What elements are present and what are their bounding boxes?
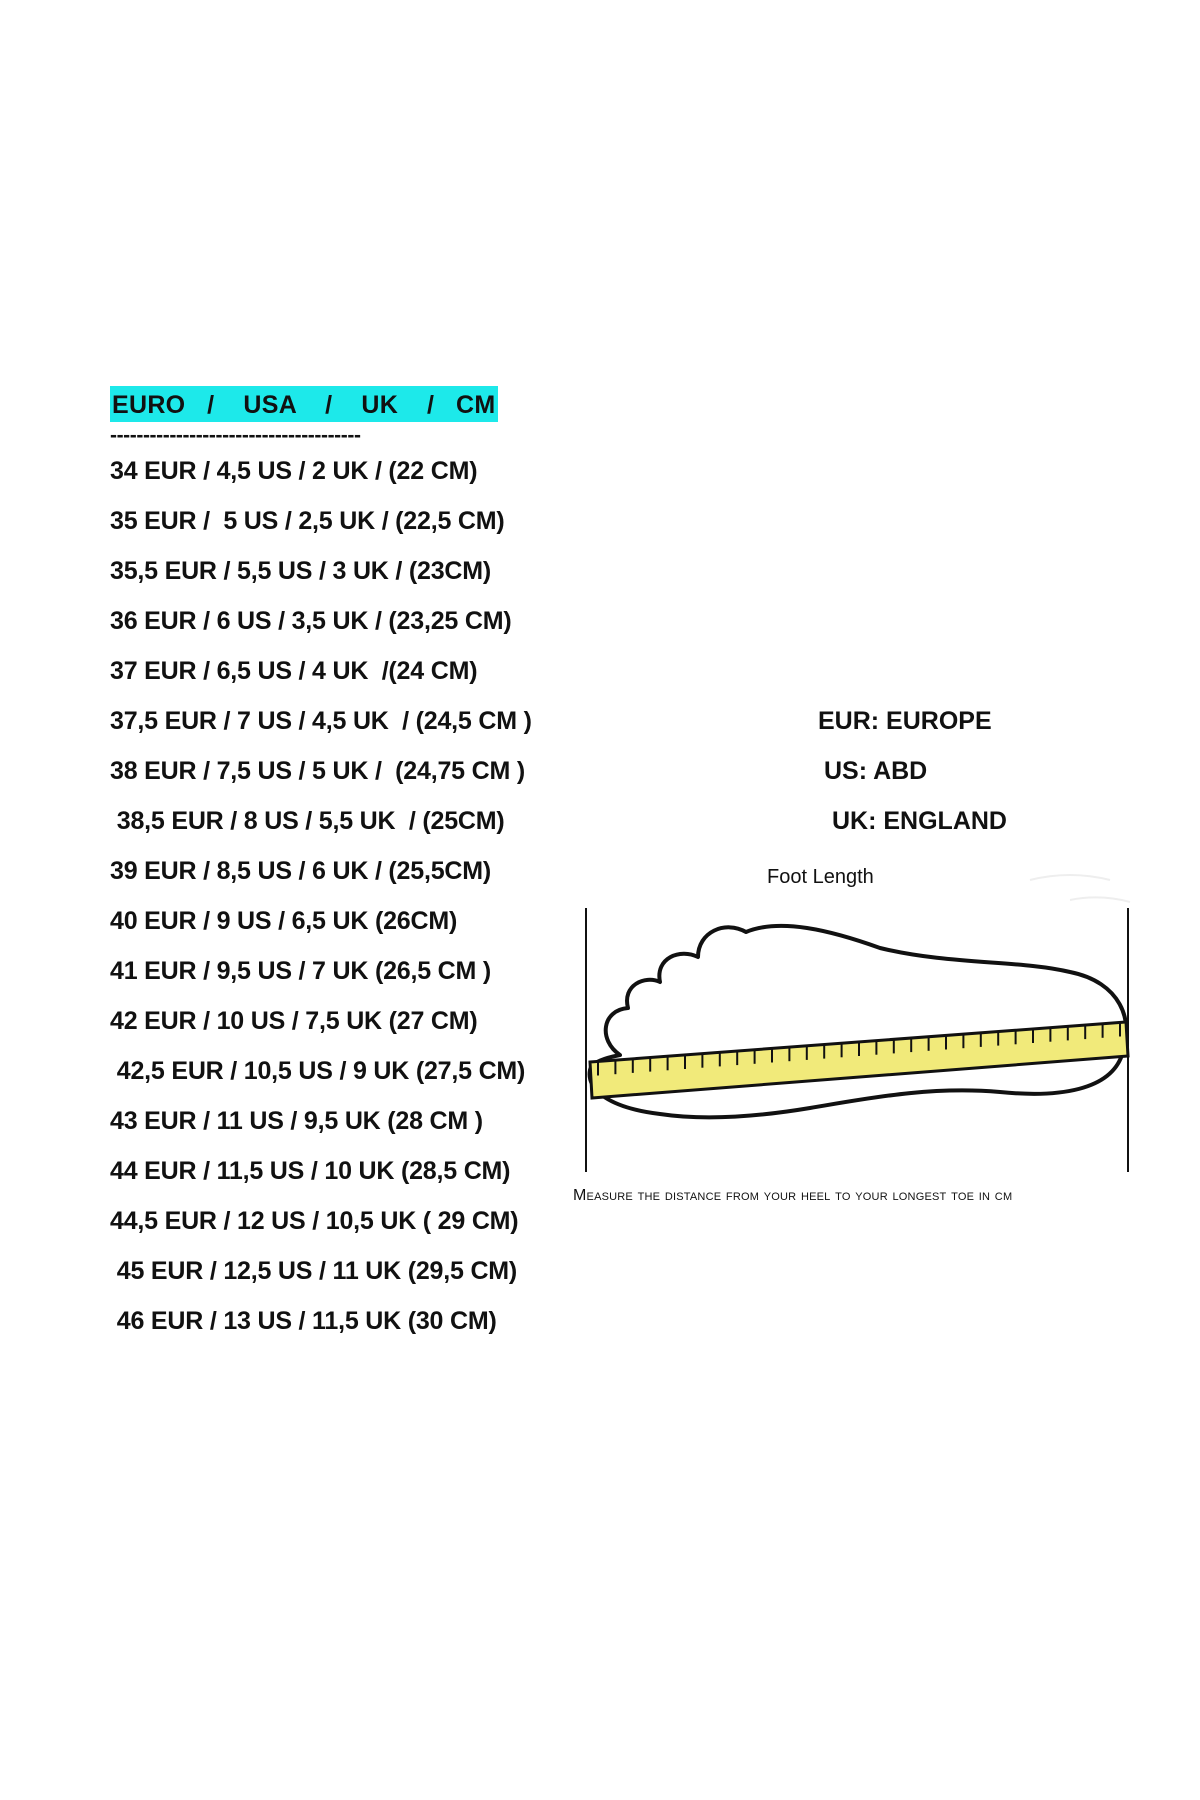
legend-eur: EUR: EUROPE <box>818 707 992 735</box>
header-divider: -------------------------------------- <box>110 424 361 447</box>
size-row: 40 EUR / 9 US / 6,5 UK (26CM) <box>110 907 458 935</box>
size-row: 37 EUR / 6,5 US / 4 UK /(24 CM) <box>110 657 478 685</box>
legend-uk: UK: ENGLAND <box>832 807 1007 835</box>
size-row: 37,5 EUR / 7 US / 4,5 UK / (24,5 CM ) <box>110 707 532 735</box>
size-row: 42 EUR / 10 US / 7,5 UK (27 CM) <box>110 1007 478 1035</box>
legend-us: US: ABD <box>824 757 928 785</box>
foot-measure-diagram <box>550 860 1150 1180</box>
size-row: 41 EUR / 9,5 US / 7 UK (26,5 CM ) <box>110 957 492 985</box>
size-row: 39 EUR / 8,5 US / 6 UK / (25,5CM) <box>110 857 492 885</box>
size-row: 46 EUR / 13 US / 11,5 UK (30 CM) <box>110 1307 497 1335</box>
size-row: 42,5 EUR / 10,5 US / 9 UK (27,5 CM) <box>110 1057 526 1085</box>
size-row: 38 EUR / 7,5 US / 5 UK / (24,75 CM ) <box>110 757 525 785</box>
size-row: 38,5 EUR / 8 US / 5,5 UK / (25CM) <box>110 807 505 835</box>
size-row: 36 EUR / 6 US / 3,5 UK / (23,25 CM) <box>110 607 512 635</box>
size-row: 35 EUR / 5 US / 2,5 UK / (22,5 CM) <box>110 507 505 535</box>
size-row: 34 EUR / 4,5 US / 2 UK / (22 CM) <box>110 457 478 485</box>
size-row: 44,5 EUR / 12 US / 10,5 UK ( 29 CM) <box>110 1207 519 1235</box>
foot-length-title: Foot Length <box>767 866 874 888</box>
size-row: 35,5 EUR / 5,5 US / 3 UK / (23CM) <box>110 557 492 585</box>
size-row: 45 EUR / 12,5 US / 11 UK (29,5 CM) <box>110 1257 518 1285</box>
size-table-header: EURO / USA / UK / CM <box>110 386 498 422</box>
size-row: 44 EUR / 11,5 US / 10 UK (28,5 CM) <box>110 1157 511 1185</box>
size-row: 43 EUR / 11 US / 9,5 UK (28 CM ) <box>110 1107 483 1135</box>
measure-caption: Measure the distance from your heel to your longest toe in cm <box>573 1187 1013 1204</box>
